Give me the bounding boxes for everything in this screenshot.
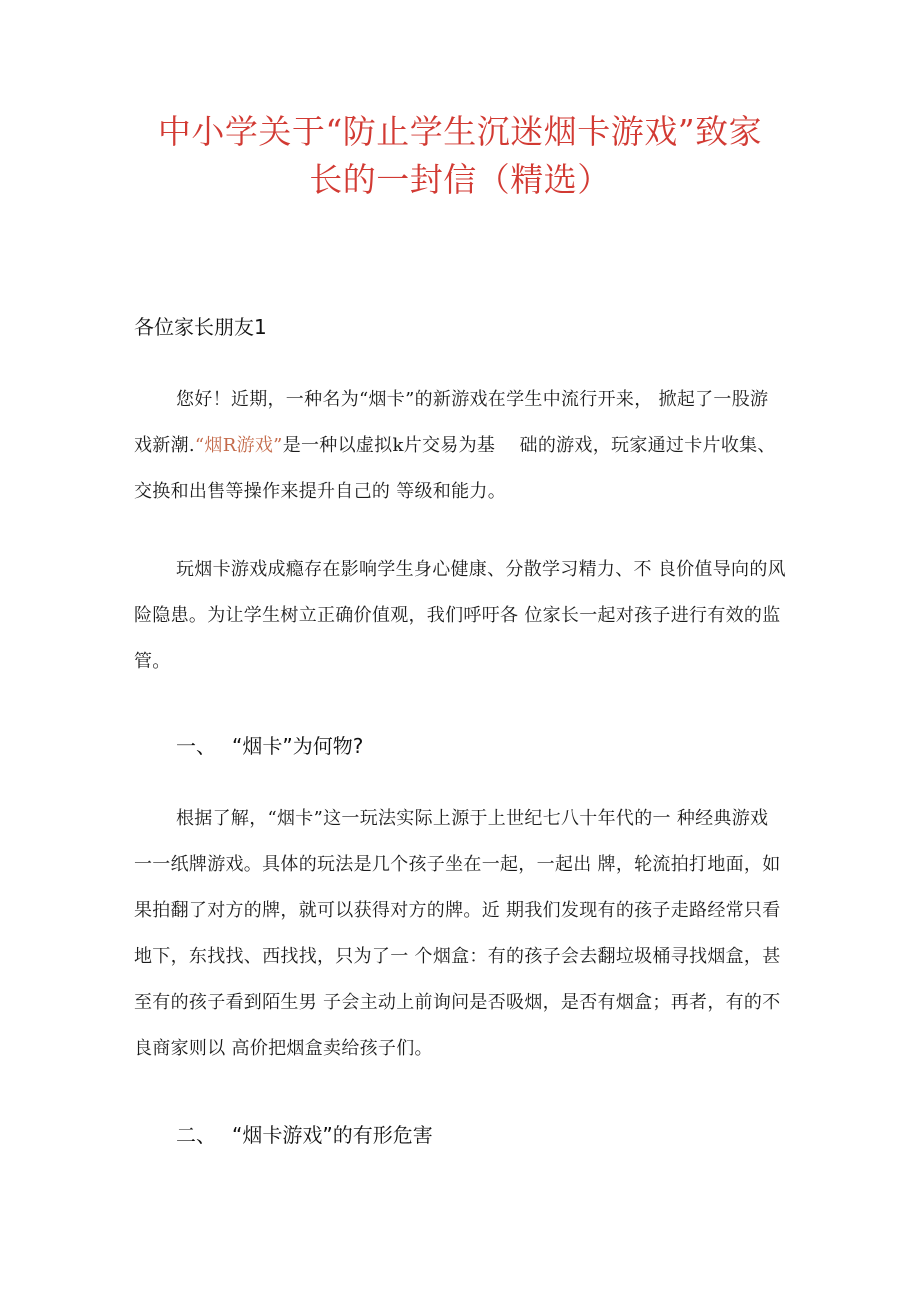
paragraph-risk [134,547,794,685]
paragraph-intro [134,377,794,515]
document-title [100,108,820,204]
paragraph-line [134,423,794,469]
paragraph-line: 果拍翻了对方的牌，就可以获得对方的牌。近 期我们发现有的孩子走路经常只看 [134,900,781,921]
section-title: “烟卡游戏”的有形危害 [232,1123,433,1147]
title-line-2: 长的一封信（精选） [309,160,611,199]
paragraph-line: 根据了解，“烟卡”这一玩法实际上源于上世纪七八十年代的一 种经典游戏 [176,808,769,829]
paragraph-line: 玩烟卡游戏成瘾存在影响学生身心健康、分散学习精力、不 良价值导向的风 [176,559,786,580]
text-span: 是一种以虚拟k片交易为基 础的游戏，玩家通过卡片收集、 [282,435,776,456]
salutation: 各位家长朋友1 [134,315,267,339]
paragraph-what-is [134,796,794,1072]
section-number: 一、 [176,734,216,758]
paragraph-line: 险隐患。为让学生树立正确价值观，我们呼吁各 位家长一起对孩子进行有效的监 [134,605,781,626]
paragraph-line: 良商家则以 高价把烟盒卖给孩子们。 [134,1038,433,1059]
paragraph-line: 一一纸牌游戏。具体的玩法是几个孩子坐在一起，一起出 牌，轮流拍打地面，如 [134,854,781,875]
section-heading-2 [176,1120,433,1150]
section-heading-1 [176,731,363,761]
paragraph-line: 您好！近期，一种名为“烟卡”的新游戏在学生中流行开来， 掀起了一股游 [176,389,769,410]
highlighted-term: “烟R游戏” [194,435,283,456]
paragraph-line: 地下，东找找、西找找，只为了一 个烟盒：有的孩子会去翻垃圾桶寻找烟盒，甚 [134,946,781,967]
title-line-1: 中小学关于“防止学生沉迷烟卡游戏”致家 [157,112,763,151]
paragraph-line: 交换和出售等操作来提升自己的 等级和能力。 [134,481,507,502]
section-number: 二、 [176,1123,216,1147]
paragraph-line: 至有的孩子看到陌生男 子会主动上前询问是否吸烟，是否有烟盒；再者，有的不 [134,992,781,1013]
text-span: 戏新潮. [134,435,195,456]
paragraph-line: 管。 [134,651,171,672]
section-title: “烟卡”为何物? [232,734,364,758]
